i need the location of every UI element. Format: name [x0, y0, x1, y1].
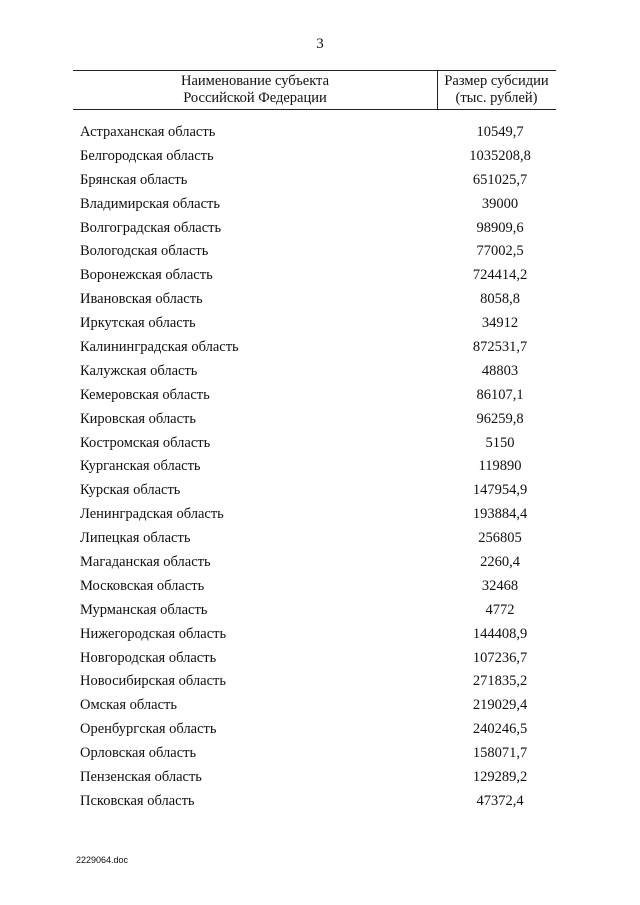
subject-name-cell: Московская область	[80, 577, 205, 594]
subsidy-amount-cell: 119890	[478, 458, 522, 475]
table-row	[0, 218, 640, 242]
header-subsidy-amount-line2: (тыс. рублей)	[455, 90, 538, 106]
table-row	[0, 409, 640, 433]
subject-name-cell: Вологодская область	[80, 243, 209, 260]
page-number: 3	[316, 36, 324, 52]
subsidy-amount-cell: 2260,4	[480, 554, 520, 571]
subsidy-amount-cell: 5150	[485, 434, 515, 451]
subject-name-cell: Оренбургская область	[80, 721, 217, 738]
table-row	[0, 146, 640, 170]
subsidy-amount-cell: 872531,7	[472, 339, 528, 356]
subject-name-cell: Ленинградская область	[80, 506, 224, 523]
subject-name-cell: Магаданская область	[80, 554, 211, 571]
table-row	[0, 265, 640, 289]
table-row	[0, 385, 640, 409]
subject-name-cell: Белгородская область	[80, 147, 214, 164]
table-row	[0, 695, 640, 719]
table-row	[0, 433, 640, 457]
table-row	[0, 552, 640, 576]
table-row	[0, 767, 640, 791]
subsidy-amount-cell: 240246,5	[472, 721, 528, 738]
subject-name-cell: Псковская область	[80, 792, 195, 809]
subject-name-cell: Астраханская область	[80, 124, 216, 140]
header-subject-name-line2: Российской Федерации	[183, 90, 327, 106]
table-row	[0, 671, 640, 695]
table-row	[0, 743, 640, 767]
subsidy-amount-cell: 86107,1	[476, 386, 524, 403]
table-row	[0, 648, 640, 672]
table-row	[0, 361, 640, 385]
subject-name-cell: Курская область	[80, 482, 181, 499]
table-row	[0, 313, 640, 337]
subsidy-amount-cell: 8058,8	[480, 291, 520, 308]
subsidy-amount-cell: 77002,5	[476, 243, 524, 260]
table-row	[0, 504, 640, 528]
subject-name-cell: Кировская область	[80, 410, 197, 427]
subject-name-cell: Владимирская область	[80, 195, 220, 212]
subject-name-cell: Калининградская область	[80, 339, 239, 356]
table-header-rule	[73, 109, 556, 110]
table-row	[0, 122, 640, 146]
table-row	[0, 241, 640, 265]
subject-name-cell: Волгоградская область	[80, 219, 222, 236]
subsidy-amount-cell: 144408,9	[472, 625, 528, 642]
table-row	[0, 528, 640, 552]
subsidy-amount-cell: 34912	[481, 315, 519, 332]
table-top-rule	[73, 70, 556, 71]
subsidy-amount-cell: 147954,9	[472, 482, 528, 499]
subsidy-amount-cell: 193884,4	[472, 506, 528, 523]
subsidy-amount-cell: 724414,2	[472, 267, 528, 284]
table-row	[0, 576, 640, 600]
subject-name-cell: Костромская область	[80, 434, 211, 451]
header-subject-name	[73, 73, 437, 107]
subsidy-amount-cell: 1035208,8	[469, 147, 531, 164]
table-row	[0, 337, 640, 361]
subject-name-cell: Воронежская область	[80, 267, 213, 284]
subsidy-amount-cell: 107236,7	[472, 649, 528, 666]
subject-name-cell: Кемеровская область	[80, 386, 210, 403]
document-filename: 2229064.doc	[76, 855, 129, 865]
subsidy-amount-cell: 10549,7	[476, 124, 524, 140]
subject-name-cell: Ивановская область	[80, 291, 203, 308]
table-row	[0, 624, 640, 648]
header-subject-name-line1: Наименование субъекта	[180, 73, 330, 89]
subject-name-cell: Мурманская область	[80, 601, 208, 618]
subsidy-amount-cell: 219029,4	[472, 697, 528, 714]
subject-name-cell: Нижегородская область	[80, 625, 227, 642]
subject-name-cell: Калужская область	[80, 362, 198, 379]
subject-name-cell: Пензенская область	[80, 769, 202, 786]
table-row	[0, 791, 640, 815]
table-row	[0, 456, 640, 480]
table-row	[0, 194, 640, 218]
subsidy-amount-cell: 98909,6	[476, 219, 524, 236]
subject-name-cell: Брянская область	[80, 171, 188, 188]
table-body	[0, 122, 640, 815]
subject-name-cell: Курганская область	[80, 458, 201, 475]
subject-name-cell: Омская область	[80, 697, 177, 714]
subsidy-amount-cell: 39000	[481, 195, 519, 212]
subject-name-cell: Орловская область	[80, 745, 197, 762]
table-row	[0, 480, 640, 504]
subsidy-amount-cell: 32468	[481, 577, 519, 594]
subsidy-amount-cell: 158071,7	[472, 745, 528, 762]
table-row	[0, 600, 640, 624]
subsidy-amount-cell: 651025,7	[472, 171, 528, 188]
table-row	[0, 719, 640, 743]
subject-name-cell: Иркутская область	[80, 315, 196, 332]
subject-name-cell: Новгородская область	[80, 649, 217, 666]
subsidy-amount-cell: 4772	[485, 601, 515, 618]
subject-name-cell: Новосибирская область	[80, 673, 226, 690]
header-subsidy-amount-line1: Размер субсидии	[444, 73, 549, 89]
subsidy-amount-cell: 47372,4	[476, 792, 524, 809]
subsidy-amount-cell: 129289,2	[472, 769, 528, 786]
subject-name-cell: Липецкая область	[80, 530, 191, 547]
subsidy-amount-cell: 96259,8	[476, 410, 524, 427]
table-row	[0, 170, 640, 194]
subsidy-amount-cell: 48803	[481, 362, 519, 379]
table-row	[0, 289, 640, 313]
subsidy-amount-cell: 256805	[478, 530, 522, 547]
header-subsidy-amount	[437, 73, 556, 107]
subsidy-amount-cell: 271835,2	[472, 673, 528, 690]
